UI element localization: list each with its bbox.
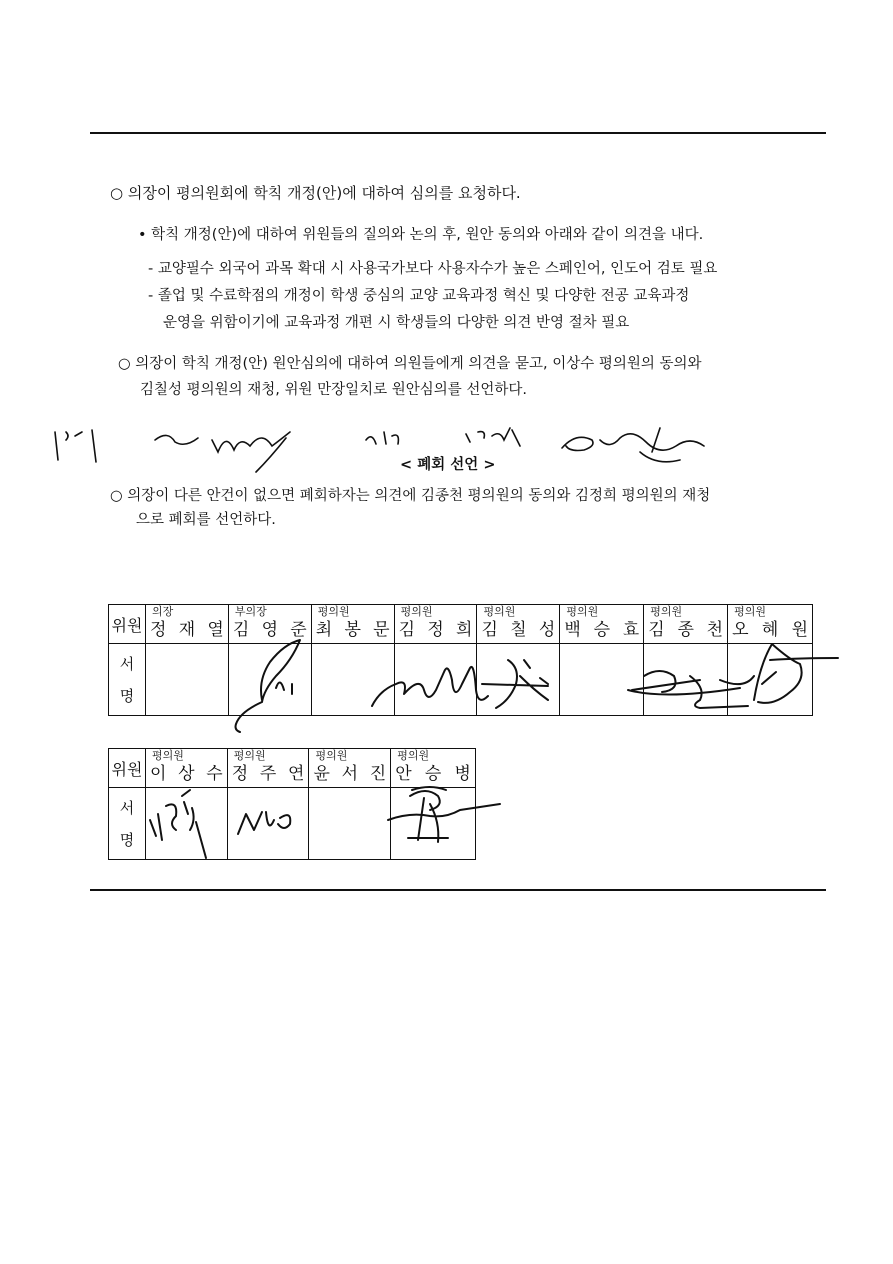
signature-kim-yj (236, 640, 301, 732)
member-12: 평의원 안 승 병 (391, 749, 476, 788)
member-5: 평의원 김 칠 성 (477, 605, 560, 644)
member-10: 평의원 정 주 연 (227, 749, 309, 788)
opinion-2-line2: 운영을 위함이기에 교육과정 개편 시 학생들의 다양한 의견 반영 절차 필요 (163, 315, 630, 331)
member-4: 평의원 김 정 희 (394, 605, 477, 644)
member-9: 평의원 이 상 수 (145, 749, 227, 788)
signature-ahn-sb (388, 787, 500, 842)
opinion-2-line1: - 졸업 및 수료학점의 개정이 학생 중심의 교양 교육과정 혁신 및 다양한 전공 교육과정 (148, 288, 690, 304)
signature-header-2: 서 명 (109, 788, 146, 860)
member-8: 평의원 오 혜 원 (728, 605, 813, 644)
signature-lee-ss (150, 790, 206, 858)
signature-jeong-jy (238, 812, 290, 834)
member-3: 평의원 최 봉 문 (311, 605, 394, 644)
signature-header: 서 명 (109, 644, 146, 716)
agenda-item-1: ○ 의장이 평의원회에 학칙 개정(안)에 대하여 심의를 요청하다. (110, 184, 521, 202)
opinion-1: - 교양필수 외국어 과목 확대 시 사용국가보다 사용자수가 높은 스페인어, 인도어 검토 필요 (148, 261, 718, 277)
closing-heading: < 폐회 선언 > (400, 457, 496, 473)
agenda-item-2-line2: 김칠성 평의원의 재청, 위원 만장일치로 원안심의를 선언하다. (140, 382, 528, 398)
member-vice-chair: 부의장 김 영 준 (228, 605, 311, 644)
agenda-item-3-line1: ○ 의장이 다른 안건이 없으면 폐회하자는 의견에 김종천 평의원의 동의와 김정희 평의원의 재청 (110, 488, 711, 504)
member-6: 평의원 백 승 효 (560, 605, 644, 644)
member-header: 위원 (109, 605, 146, 644)
agenda-item-3-line2: 으로 폐회를 선언하다. (136, 512, 276, 528)
signature-kim-jc (628, 671, 754, 708)
discussion-bullet: • 학칙 개정(안)에 대하여 위원들의 질의와 논의 후, 원안 동의와 아래와 같이 의견을 내다. (138, 227, 704, 243)
agenda-item-2-line1: ○ 의장이 학칙 개정(안) 원안심의에 대하여 의원들에게 의견을 묻고, 이상수 평의원의 동의와 (118, 356, 702, 372)
signature-kim-cs (482, 660, 548, 708)
member-11: 평의원 윤 서 진 (309, 749, 391, 788)
member-chair: 의장 정 재 열 (145, 605, 228, 644)
member-7: 평의원 김 종 천 (644, 605, 728, 644)
signature-oh-hw (754, 644, 838, 703)
signature-kim-jh (372, 667, 488, 706)
member-header-2: 위원 (109, 749, 146, 788)
bottom-rule (90, 889, 826, 891)
